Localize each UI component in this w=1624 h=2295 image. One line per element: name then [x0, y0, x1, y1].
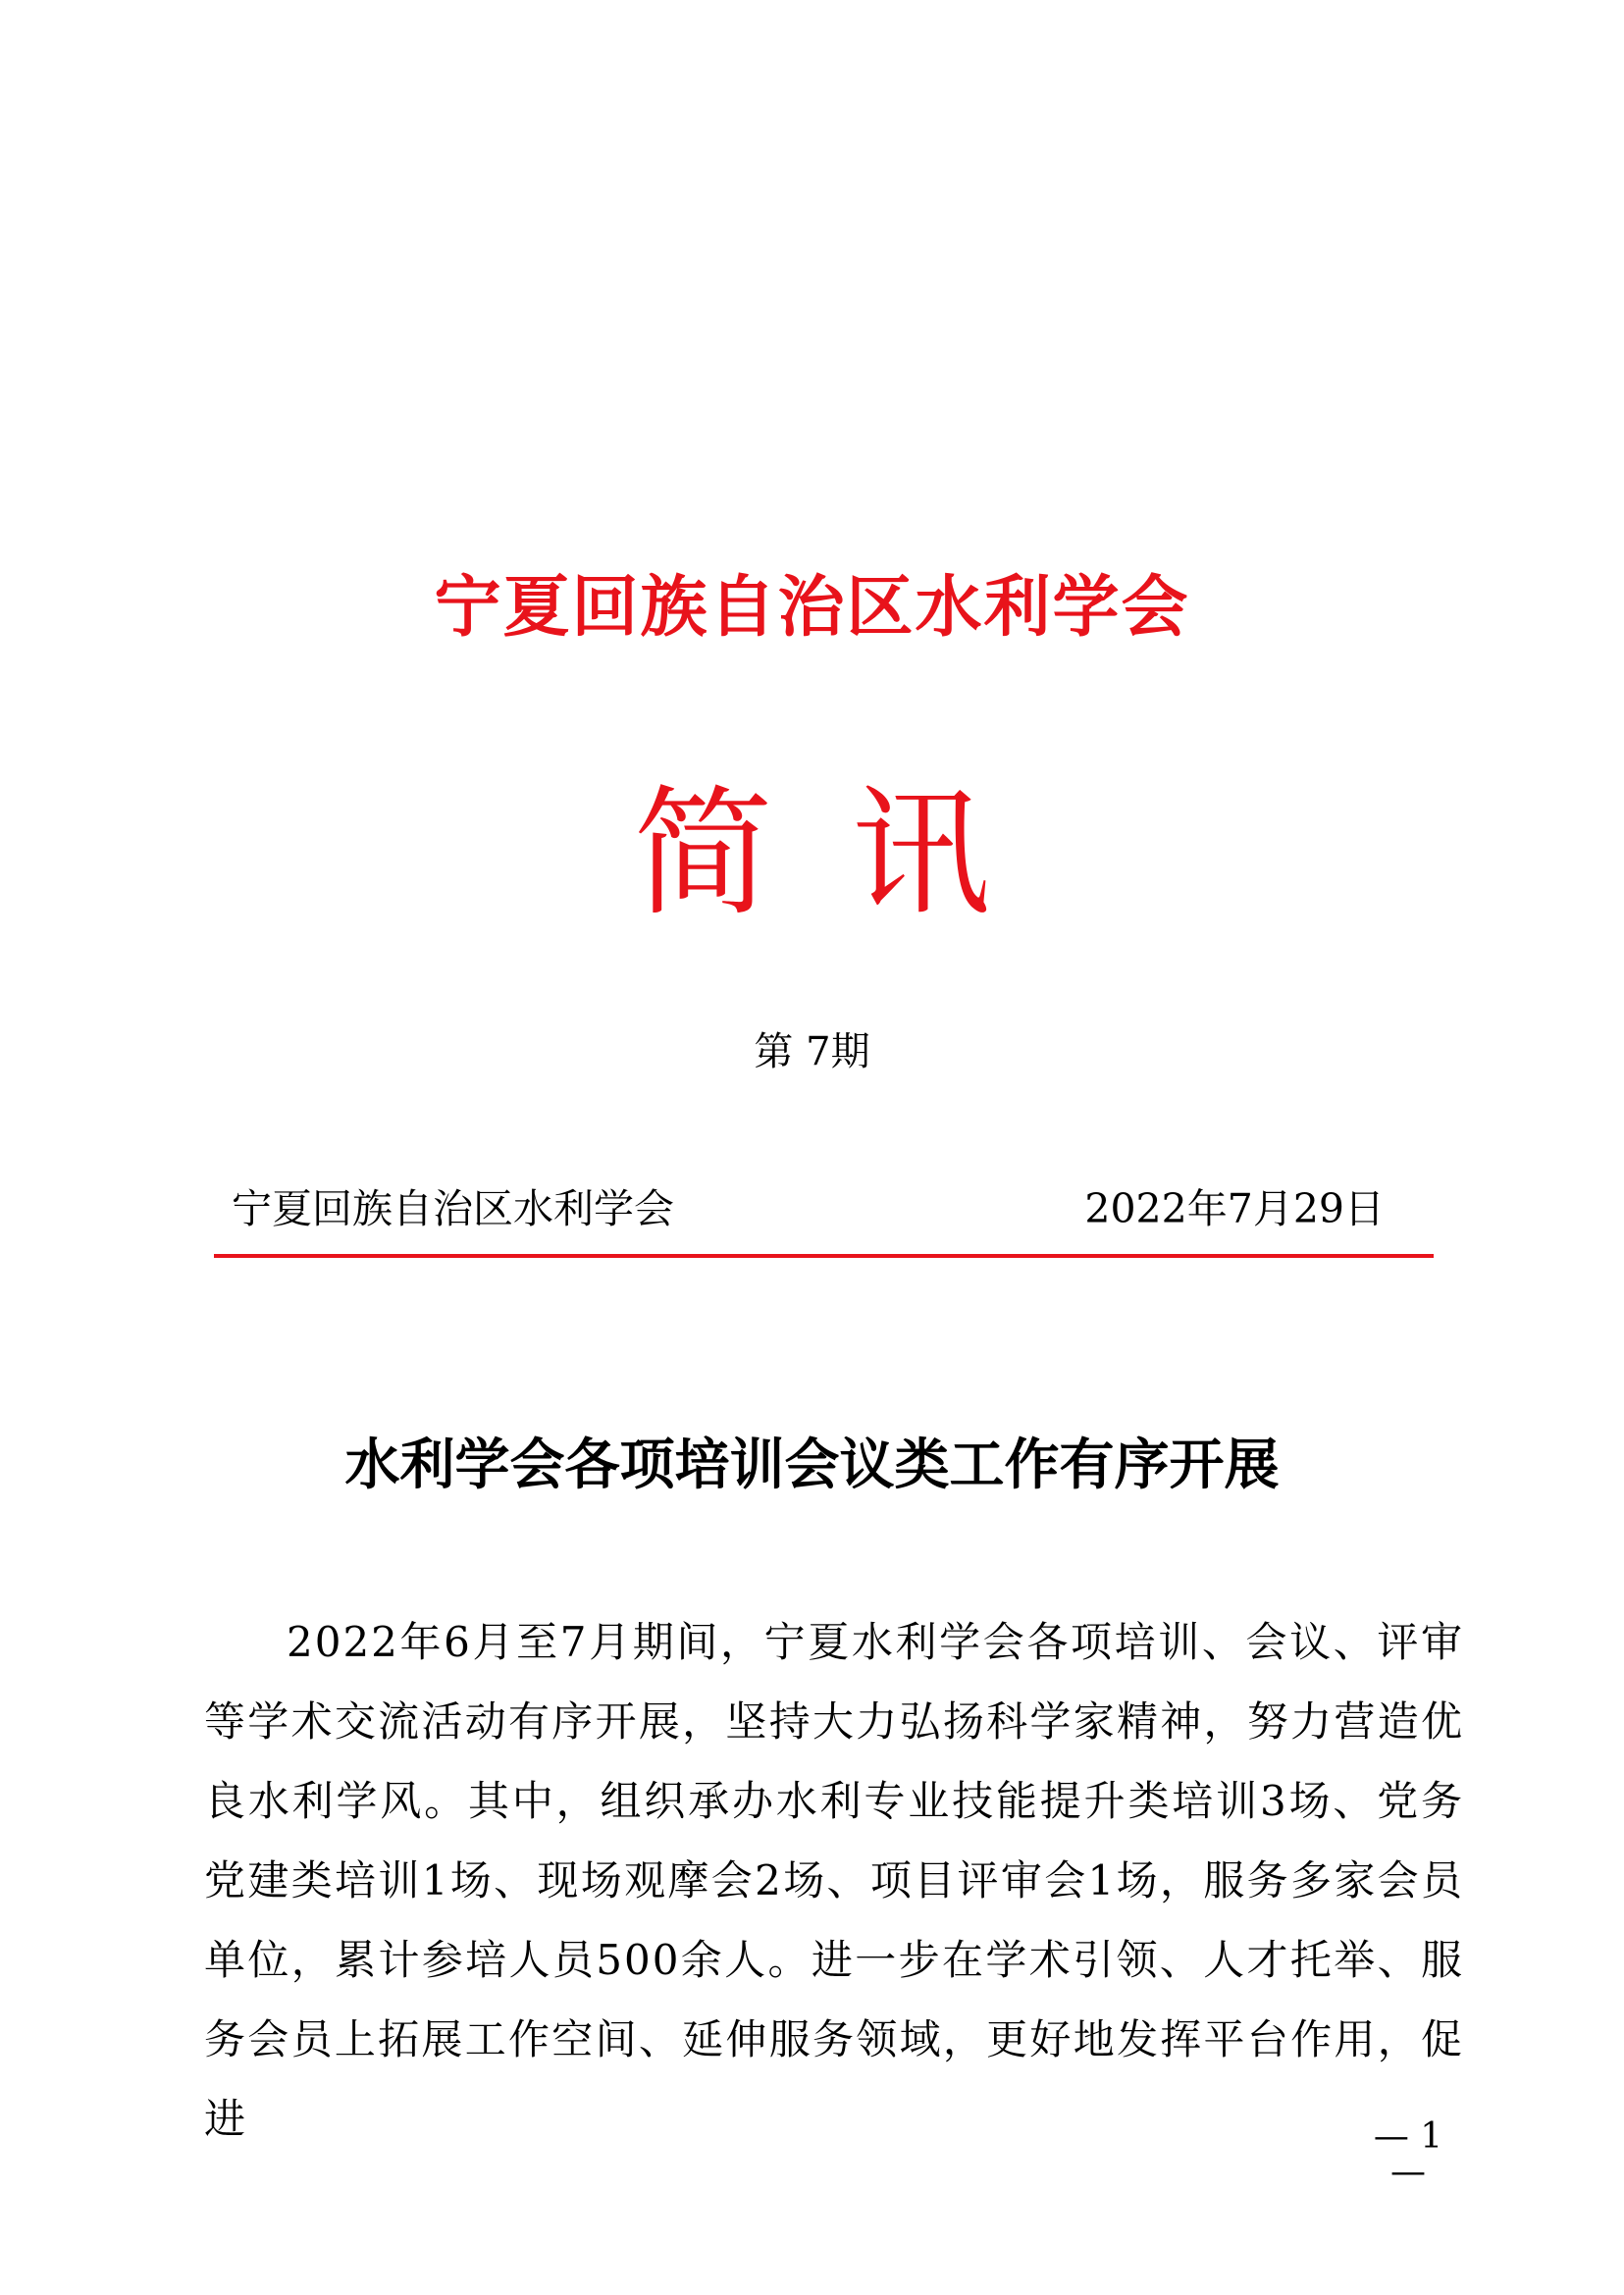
- page-number: — 1 —: [1373, 2116, 1443, 2192]
- publisher-name: 宁夏回族自治区水利学会: [232, 1185, 674, 1232]
- organization-header: 宁夏回族自治区水利学会: [434, 568, 1190, 647]
- header-divider: [214, 1254, 1434, 1258]
- issue-number: 第 7期: [754, 1029, 870, 1074]
- article-body: 2022年6月至7月期间，宁夏水利学会各项培训、会议、评审等学术交流活动有序开展，坚持大力弘扬科学家精神，努力营造优良水利学风。其中，组织承办水利专业技能提升类培训3场、党务党建类培训1场、现场观摩会2场、项目评审会1场，服务多家会员单位，累计参培人员500余人。进一步在学术引领、人才托举、服务会员上拓展工作空间、延伸服务领域，更好地发挥平台作用，促进: [204, 1618, 1464, 2143]
- publication-meta: [232, 1185, 1385, 1232]
- article-title: 水利学会各项培训会议类工作有序开展: [344, 1433, 1280, 1497]
- publication-date: 2022年7月29日: [1084, 1185, 1385, 1232]
- document-type-title: 简讯: [633, 773, 1070, 935]
